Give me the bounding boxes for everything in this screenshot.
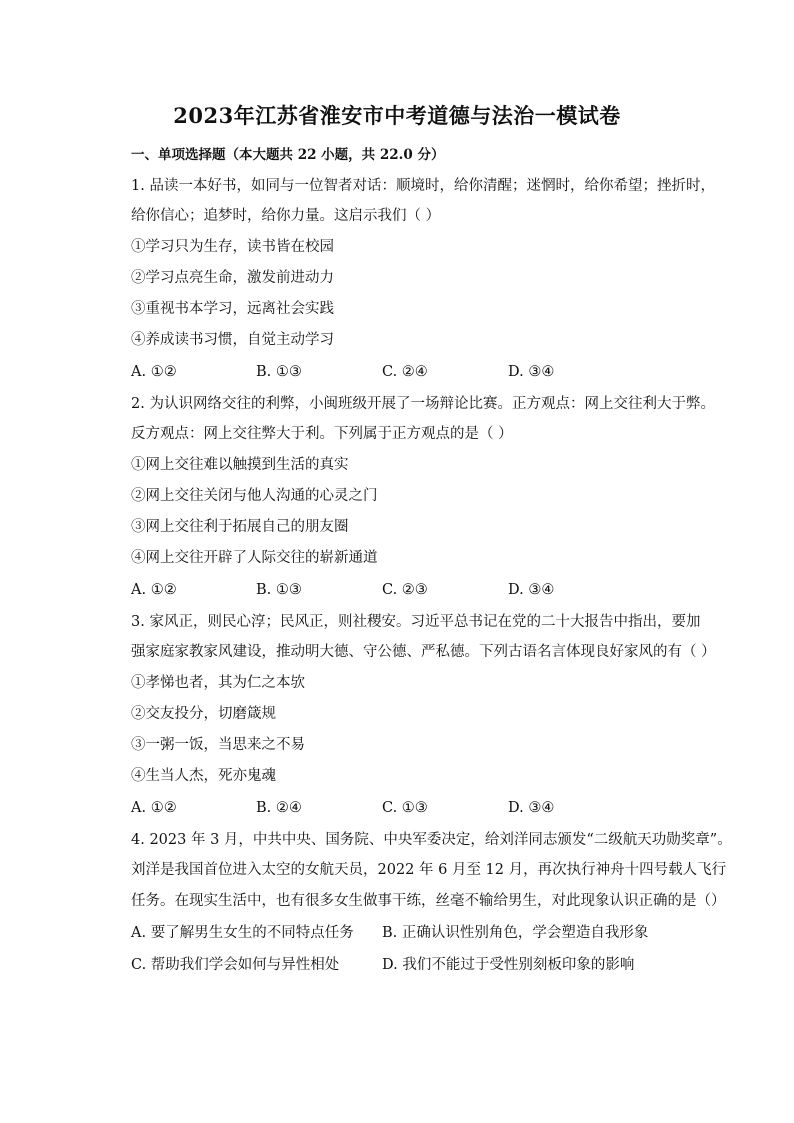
question-4-stem-line-3: 任务。在现实生活中，也有很多女生做事干练，丝毫不输给男生，对此现象认识正确的是（）: [131, 893, 726, 909]
question-1-item-3: ③重视书本学习，远离社会实践: [131, 301, 334, 317]
question-3-stem-line-1: 3. 家风正，则民心淳；民风正，则社稷安。习近平总书记在党的二十大报告中指出，要加: [131, 614, 701, 630]
question-1-stem-line-1: 1. 品读一本好书，如同与一位智者对话：顺境时，给你清醒；迷惘时，给你希望；挫折时，: [131, 178, 715, 194]
question-2-item-1: ①网上交往难以触摸到生活的真实: [131, 457, 349, 473]
question-2-item-4: ④网上交往开辟了人际交往的崭新通道: [131, 550, 378, 566]
section-heading: 一、单项选择题（本大题共 22 小题，共 22.0 分）: [131, 147, 445, 163]
question-4-stem-line-2: 刘洋是我国首位进入太空的女航天员，2022 年 6 月至 12 月，再次执行神舟十四号载人飞行: [131, 862, 727, 878]
question-3-option-c: C. ①③: [382, 800, 428, 816]
question-2-stem-line-2: 反方观点：网上交往弊大于利。下列属于正方观点的是（ ）: [131, 426, 513, 442]
question-3-item-1: ①孝悌也者，其为仁之本欤: [131, 675, 305, 691]
question-1-option-c: C. ②④: [382, 364, 428, 380]
question-3-item-4: ④生当人杰，死亦鬼魂: [131, 768, 276, 784]
question-3-item-3: ③一粥一饭，当思来之不易: [131, 737, 305, 753]
question-2-option-a: A. ①②: [131, 582, 177, 598]
question-4-option-b: B. 正确认识性别角色，学会塑造自我形象: [382, 925, 649, 941]
question-3-option-d: D. ③④: [508, 800, 555, 816]
document-title: 2023年江苏省淮安市中考道德与法治一模试卷: [173, 103, 621, 128]
question-3-option-a: A. ①②: [131, 800, 177, 816]
question-1-stem-line-2: 给你信心；追梦时，给你力量。这启示我们（ ）: [131, 208, 441, 224]
question-3-item-2: ②交友投分，切磨箴规: [131, 706, 276, 722]
question-2-item-2: ②网上交往关闭与他人沟通的心灵之门: [131, 488, 378, 504]
question-4-option-d: D. 我们不能过于受性别刻板印象的影响: [382, 957, 635, 973]
question-2-option-d: D. ③④: [508, 582, 555, 598]
question-4-stem-line-1: 4. 2023 年 3 月，中共中央、国务院、中央军委决定，给刘洋同志颁发“二级航天功勋奖章”。: [131, 832, 732, 848]
question-3-stem-line-2: 强家庭家教家风建设，推动明大德、守公德、严私德。下列古语名言体现良好家风的有（ ）: [131, 644, 716, 660]
question-1-item-4: ④养成读书习惯，自觉主动学习: [131, 332, 334, 348]
question-1-item-2: ②学习点亮生命，激发前进动力: [131, 270, 334, 286]
question-2-stem-line-1: 2. 为认识网络交往的利弊，小闽班级开展了一场辩论比赛。正方观点：网上交往利大于弊。: [131, 396, 715, 412]
question-1-option-a: A. ①②: [131, 364, 177, 380]
question-1-option-b: B. ①③: [256, 364, 302, 380]
question-4-option-a: A. 要了解男生女生的不同特点任务: [131, 925, 354, 941]
question-2-option-b: B. ①③: [256, 582, 302, 598]
question-4-option-c: C. 帮助我们学会如何与异性相处: [131, 957, 340, 973]
question-2-item-3: ③网上交往利于拓展自己的朋友圈: [131, 519, 349, 535]
question-2-option-c: C. ②③: [382, 582, 428, 598]
question-1-option-d: D. ③④: [508, 364, 555, 380]
question-3-option-b: B. ②④: [256, 800, 302, 816]
question-1-item-1: ①学习只为生存，读书皆在校园: [131, 239, 334, 255]
